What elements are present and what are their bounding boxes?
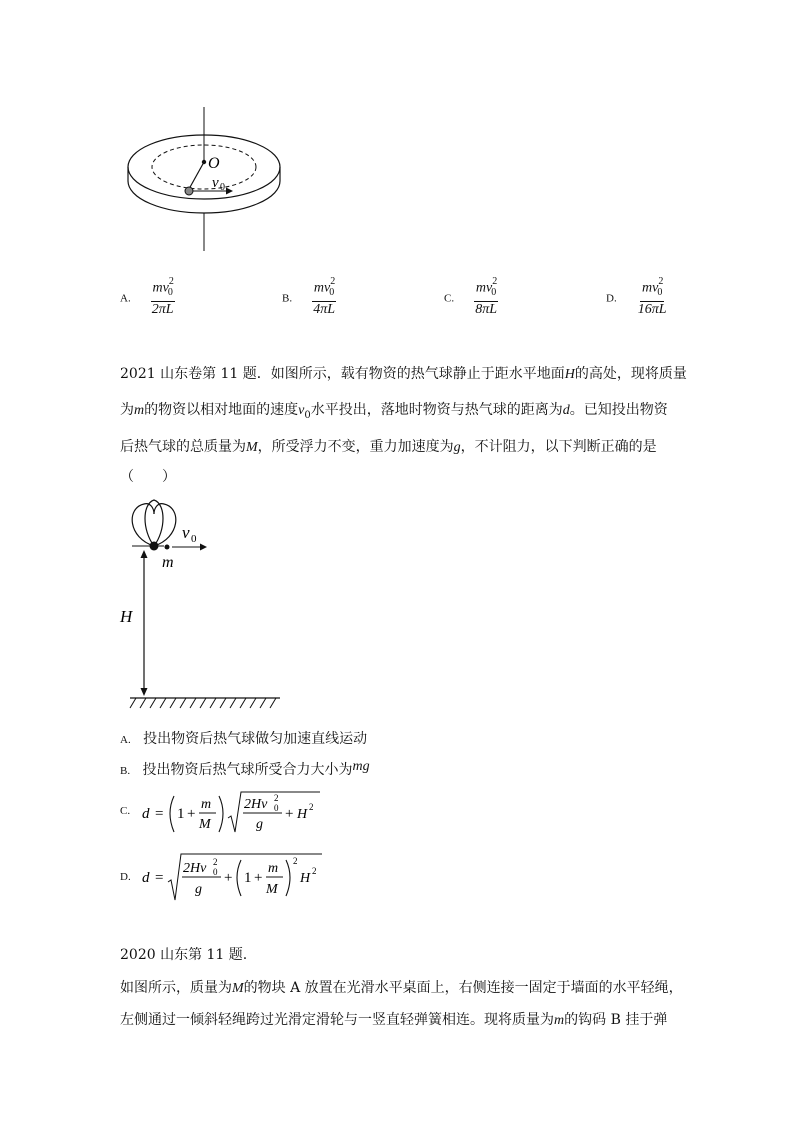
formula-d-paren-sup: 2	[293, 856, 298, 866]
q12-line2: 左侧通过一倾斜轻绳跨过光滑定滑轮与一竖直轻弹簧相连。现将质量为m的钩码 B 挂于弹	[120, 1012, 668, 1028]
formula-d-d: d	[142, 870, 150, 886]
formula-c-sup2: 2	[274, 793, 279, 803]
velocity-arrowhead	[226, 188, 233, 195]
q11-option-b[interactable]	[120, 759, 370, 779]
q11-option-c-label: C.	[120, 805, 131, 817]
option-b-label: B.	[282, 292, 293, 305]
formula-d-eq: =	[155, 870, 164, 886]
q11-line2: 为m的物资以相对地面的速度$v_0$水平投出，落地时物资与热气球的距离为d。已知投出物资	[120, 402, 668, 421]
formula-d-m: m	[268, 861, 279, 876]
q11-line3: 后热气球的总质量为M，所受浮力不变，重力加速度为g，不计阻力，以下判断正确的是	[120, 439, 657, 455]
balloon-figure	[118, 494, 293, 710]
q11-option-a-text: 投出物资后热气球做匀加速直线运动	[143, 731, 368, 747]
formula-d-M: M	[266, 882, 278, 897]
ball	[185, 187, 193, 195]
option-a-fraction	[150, 276, 176, 318]
rotating-disk-figure	[120, 105, 290, 255]
cargo-dot	[165, 545, 170, 550]
option-c-num: mv	[475, 280, 493, 296]
option-a-den: 2πL	[151, 302, 174, 318]
q11-option-b-label: B.	[120, 765, 131, 777]
option-a-sup: 2	[168, 276, 174, 287]
balloon-right-lobe	[154, 504, 176, 546]
option-b-sup: 2	[330, 276, 336, 287]
option-b[interactable]	[282, 276, 337, 318]
height-arrow-up	[141, 550, 148, 558]
formula-c-2hv: 2Hv	[244, 797, 268, 812]
label-o: O	[208, 155, 220, 172]
cargo-velocity-arrowhead	[200, 544, 207, 551]
formula-c-one: 1	[177, 806, 185, 822]
formula-d-g: g	[195, 882, 202, 897]
formula-c-plus2: +	[285, 806, 294, 822]
option-c-fraction	[473, 276, 499, 318]
label-m: m	[162, 554, 174, 571]
formula-d-one: 1	[244, 870, 252, 886]
option-b-den: 4πL	[313, 302, 335, 318]
formula-c-m: m	[201, 797, 212, 812]
option-d-sup: 2	[658, 276, 664, 287]
formula-c-plus: +	[187, 806, 196, 822]
q11-option-b-text: 投出物资后热气球所受合力大小为	[142, 762, 353, 778]
label-h: H	[120, 607, 133, 626]
q11-option-b-var: mg	[352, 759, 370, 774]
formula-c-left-paren	[170, 796, 174, 832]
option-c-sup: 2	[492, 276, 498, 287]
formula-d-left-paren	[237, 860, 241, 896]
option-d-den: 16πL	[637, 302, 667, 318]
option-d-sub: 0	[657, 287, 663, 299]
option-b-sub: 0	[329, 287, 335, 299]
formula-d-sup2: 2	[213, 857, 218, 867]
option-a-label: A.	[120, 292, 131, 305]
q11-option-c-formula[interactable]	[140, 788, 320, 838]
radius-line	[189, 162, 204, 189]
formula-d-right-paren	[286, 860, 290, 896]
formula-d-sub0: 0	[213, 867, 218, 877]
ground-hatching	[130, 698, 276, 708]
formula-c-M: M	[199, 817, 211, 832]
q12-line1: 如图所示，质量为M的物块 A 放置在光滑水平桌面上，右侧连接一固定于墙面的水平轻绳，	[120, 980, 683, 996]
q11-option-d-formula[interactable]	[140, 850, 325, 904]
option-d[interactable]	[606, 276, 669, 318]
q11-option-a[interactable]	[120, 728, 367, 748]
label-v0-sub: 0	[191, 533, 197, 545]
formula-c-H-sup: 2	[309, 802, 314, 812]
label-v0: v	[182, 523, 190, 542]
formula-c-right-paren	[219, 796, 223, 832]
height-arrow-down	[141, 688, 148, 696]
formula-d-plus2: +	[254, 870, 263, 886]
formula-c-eq: =	[155, 806, 164, 822]
option-c-den: 8πL	[475, 302, 497, 318]
option-a-sub: 0	[167, 287, 173, 299]
q11-line1: 2021 山东卷第 11 题．如图所示，载有物资的热气球静止于距水平地面H的高处，现将质量	[120, 366, 687, 382]
option-b-fraction	[311, 276, 337, 318]
option-c-sub: 0	[491, 287, 497, 299]
option-b-num: mv	[313, 280, 331, 296]
formula-c-sub0: 0	[274, 803, 279, 813]
q11-option-a-label: A.	[120, 734, 131, 746]
option-a-num: mv	[152, 280, 169, 296]
q12-title: 2020 山东第 11 题.	[120, 947, 248, 963]
formula-c-d: d	[142, 806, 150, 822]
label-v: v	[212, 175, 219, 191]
balloon-left-lobe	[132, 504, 154, 546]
q11-answer-paren: （ ）	[120, 469, 176, 485]
option-c[interactable]	[444, 276, 499, 318]
balloon-center-lobe	[145, 500, 163, 546]
option-d-num: mv	[642, 280, 659, 296]
formula-d-H-sup: 2	[312, 866, 317, 876]
option-d-fraction	[636, 276, 669, 318]
label-v-sub: 0	[220, 182, 225, 193]
formula-c-H: H	[297, 807, 308, 822]
option-a[interactable]	[120, 276, 176, 318]
formula-d-2hv: 2Hv	[183, 861, 207, 876]
formula-d-H: H	[300, 871, 311, 886]
option-d-label: D.	[606, 292, 617, 305]
option-c-label: C.	[444, 292, 455, 305]
balloon-mass-dot	[150, 542, 159, 551]
formula-c-g: g	[256, 817, 263, 832]
q11-option-d-label: D.	[120, 871, 131, 883]
formula-d-plus: +	[224, 870, 233, 886]
